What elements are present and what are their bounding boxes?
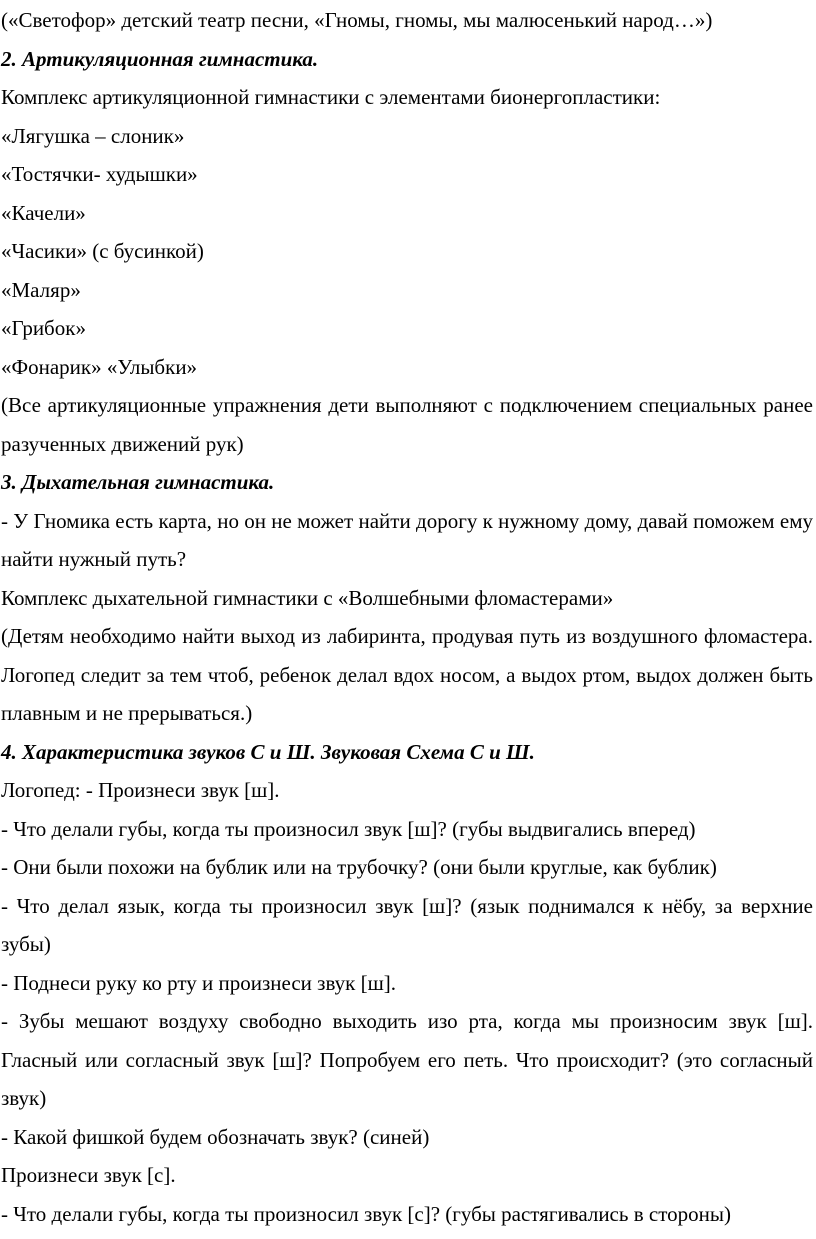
paragraph: (Детям необходимо найти выход из лабиринта, продувая путь из воздушного фломастера. Логопед следит за тем чтоб, ребенок делал вдох носом, а выдох ртом, выдох должен быть плавным и не прерываться.) [1,624,813,725]
exercise-item: «Грибок» [1,316,86,340]
document-body [1,1,813,1233]
dialogue-line: - Поднеси руку ко рту и произнеси звук [ш]. [1,970,397,995]
paragraph: Комплекс артикуляционной гимнастики с элементами бионергопластики: [1,85,661,109]
paragraph: Произнеси звук [с]. [1,1163,176,1187]
dialogue-line: - Зубы мешают воздуху свободно выходить изо рта, когда мы произносим звук [ш]. Гласный или согласный звук [ш]? Попробуем его петь. Что происходит? (это согласный звук) [1,1009,813,1110]
paragraph: (Все артикуляционные упражнения дети выполняют с подключением специальных ранее разученных движений рук) [1,393,813,456]
exercise-item: «Качели» [1,200,86,225]
paragraph: Комплекс дыхательной гимнастики с «Волшебными фломастерами» [1,585,614,610]
dialogue-line: - Они были похожи на бублик или на трубочку? (они были круглые, как бублик) [1,855,717,879]
section-heading-sounds: 4. Характеристика звуков С и Ш. Звуковая Схема С и Ш. [1,739,535,764]
dialogue-line: - Что делали губы, когда ты произносил звук [с]? (губы растягивались в стороны) [1,1201,731,1226]
exercise-item: «Маляр» [1,277,81,302]
dialogue-line: - Что делали губы, когда ты произносил звук [ш]? (губы выдвигались вперед) [1,816,696,841]
dialogue-line: - Что делал язык, когда ты произносил звук [ш]? (язык поднимался к нёбу, за верхние зубы) [1,893,813,956]
exercise-item: «Часики» (с бусинкой) [1,239,204,263]
paragraph: - У Гномика есть карта, но он не может найти дорогу к нужному дому, давай поможем ему найти нужный путь? [1,508,813,571]
section-heading-breathing: 3. Дыхательная гимнастика. [1,470,275,494]
intro-line: («Светофор» детский театр песни, «Гномы, гномы, мы малюсенький народ…») [1,8,713,32]
exercise-item: «Лягушка – слоник» [1,123,185,148]
section-heading-articulation: 2. Артикуляционная гимнастика. [1,46,319,71]
exercise-item: «Фонарик» «Улыбки» [1,354,198,379]
paragraph: Логопед: - Произнеси звук [ш]. [1,778,280,802]
exercise-item: «Тостячки- худышки» [1,162,198,186]
dialogue-line: - Какой фишкой будем обозначать звук? (синей) [1,1124,430,1149]
